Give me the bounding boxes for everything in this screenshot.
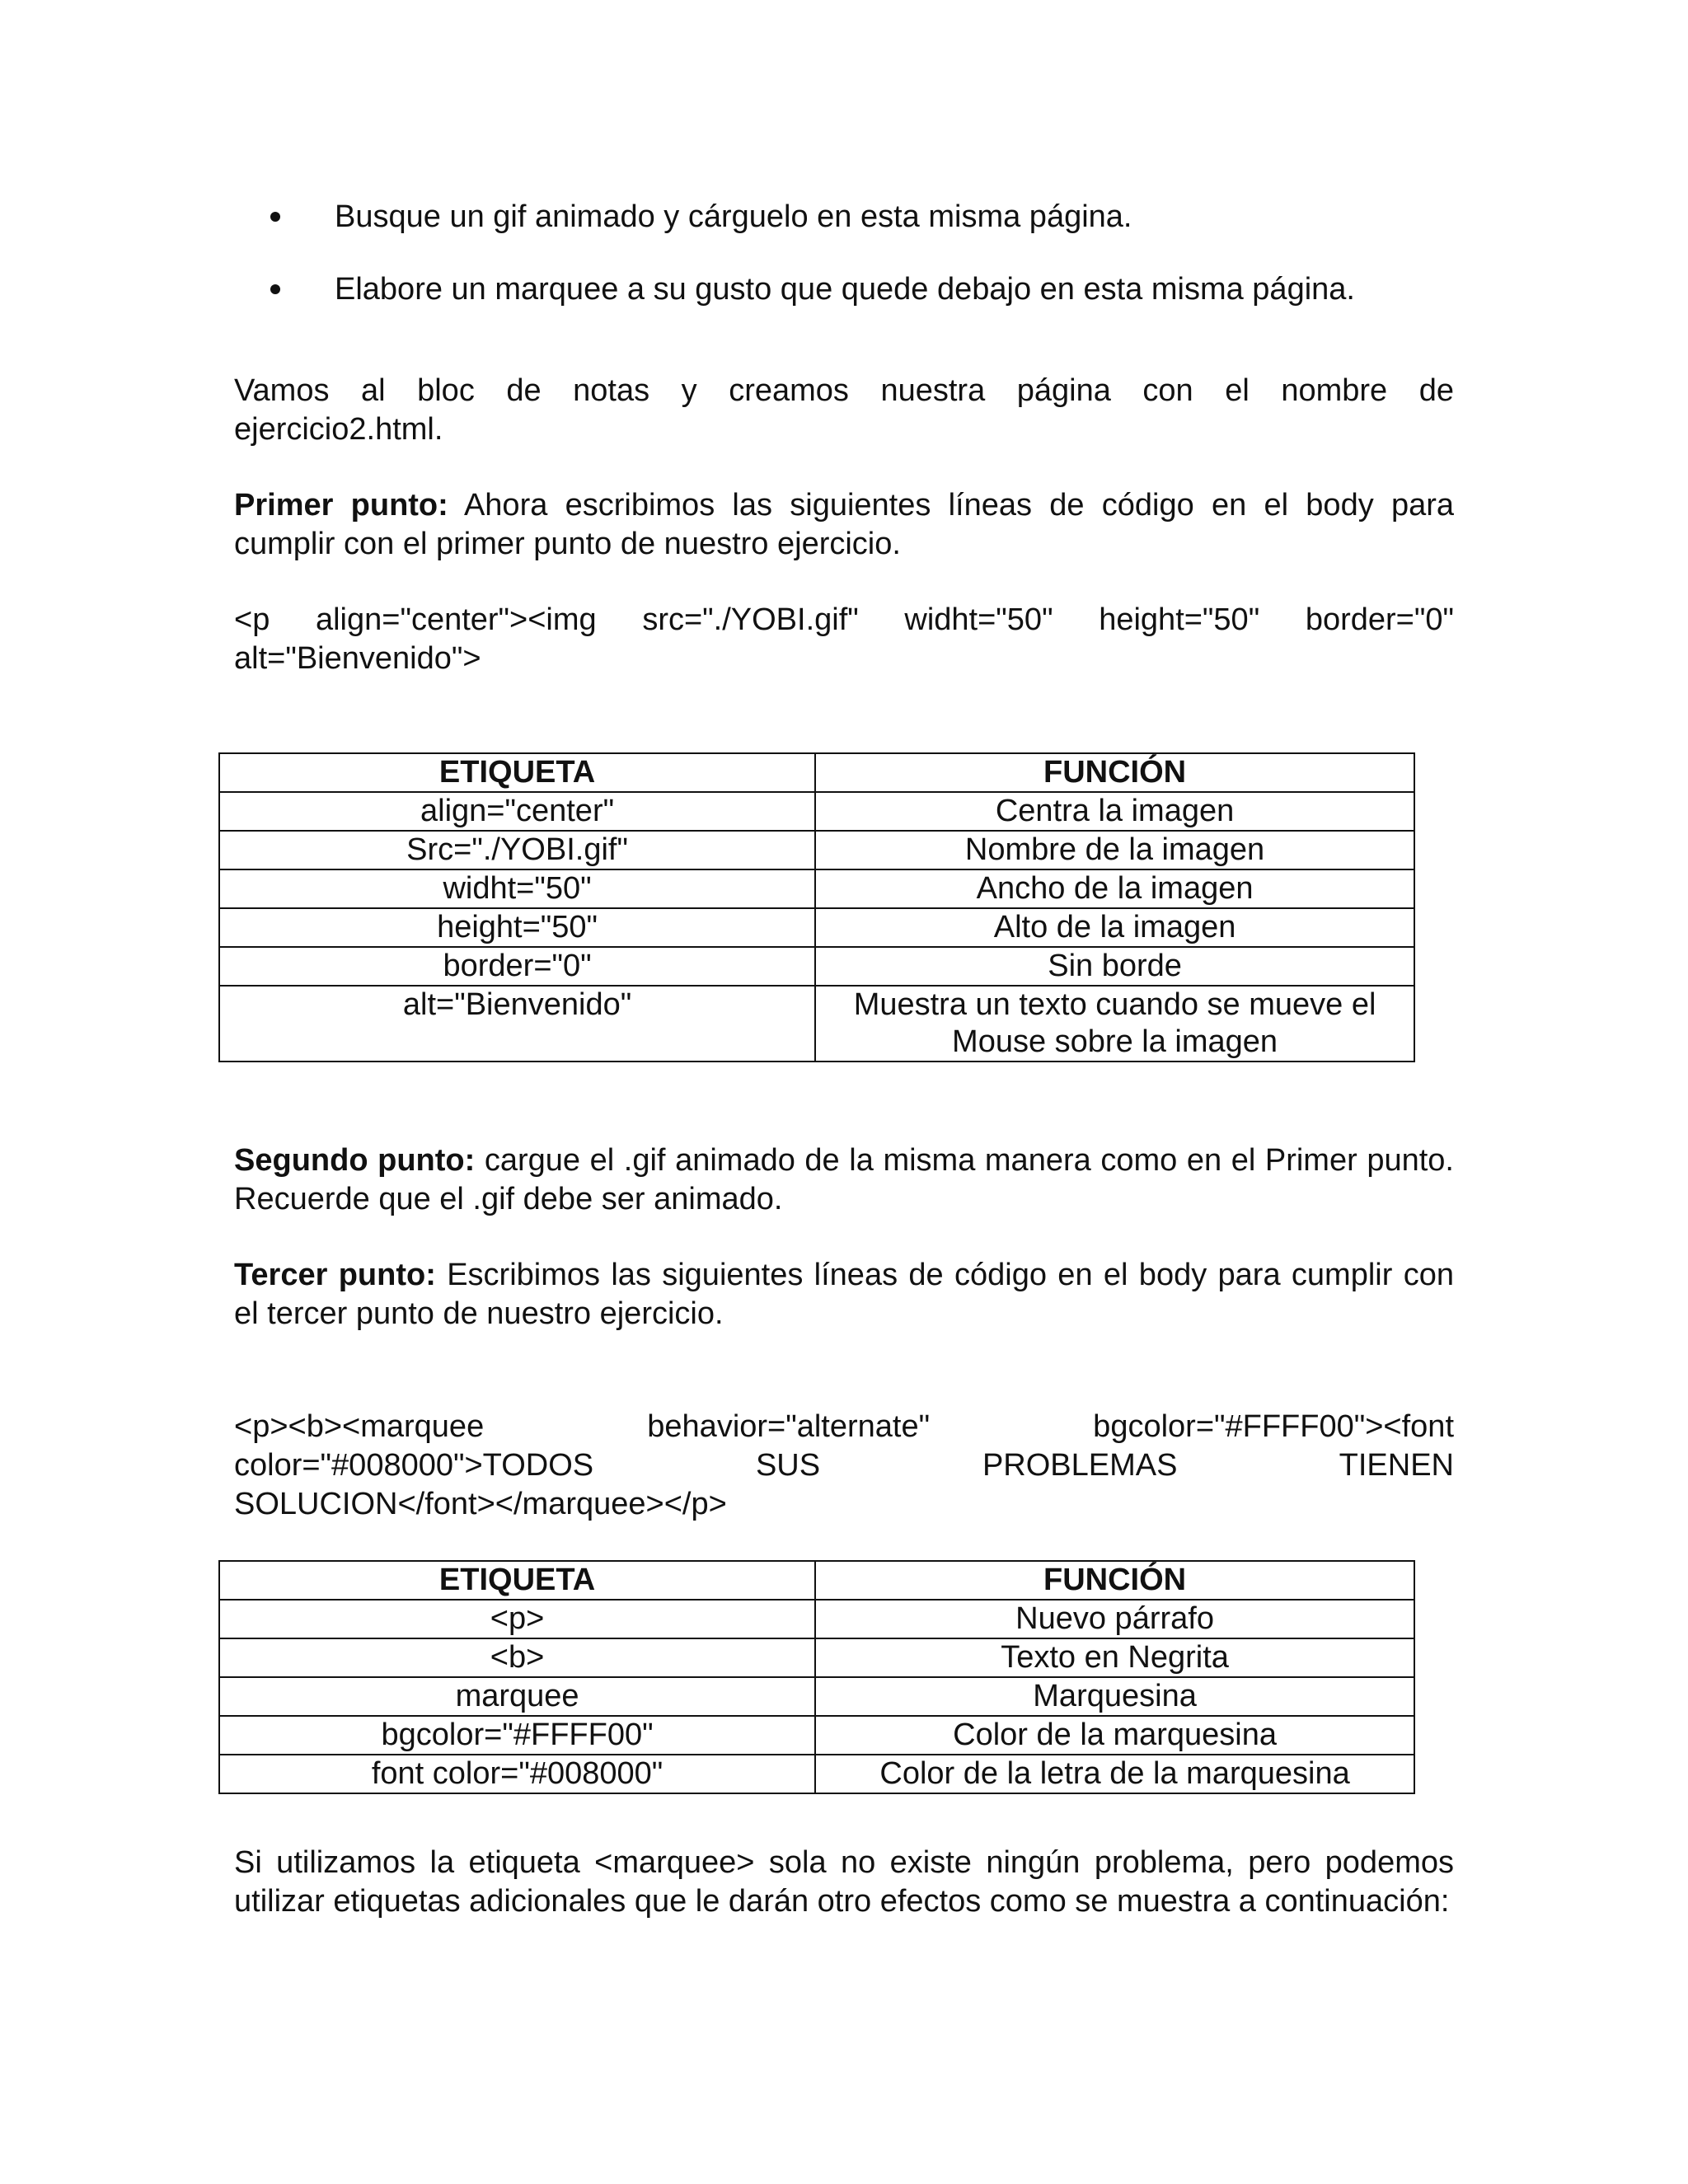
closing-paragraph: Si utilizamos la etiqueta <marquee> sola no existe ningún problema, pero podemos utilizar etiquetas adicionales que le darán otro efectos como se muestra a continuación: <box>234 1845 1454 1919</box>
table-cell: Color de la letra de la marquesina <box>815 1755 1414 1793</box>
table-cell: Texto en Negrita <box>815 1638 1414 1677</box>
table-cell: Sin borde <box>815 947 1414 986</box>
tercer-label: Tercer punto: <box>234 1258 436 1292</box>
segundo-label: Segundo punto: <box>234 1143 476 1178</box>
bullet-icon <box>270 279 288 298</box>
intro-paragraph <box>234 372 1454 449</box>
code-block-2 <box>234 1408 1454 1524</box>
code-line: alt="Bienvenido"> <box>234 641 481 676</box>
table-cell: height="50" <box>219 908 815 947</box>
column-header: ETIQUETA <box>219 753 815 792</box>
code-line: SOLUCION</font></marquee></p> <box>234 1487 727 1521</box>
code-line: <p align="center"><img src="./YOBI.gif" widht="50" height="50" border="0" <box>234 602 1454 637</box>
bullet-icon <box>270 207 288 225</box>
table-cell: Muestra un texto cuando se mueve el Mouse sobre la imagen <box>815 986 1414 1062</box>
table-cell: Centra la imagen <box>815 792 1414 831</box>
table-cell: font color="#008000" <box>219 1755 815 1793</box>
table-row <box>219 908 1414 947</box>
table-cell: border="0" <box>219 947 815 986</box>
primer-label: Primer punto: <box>234 488 448 523</box>
table-cell: bgcolor="#FFFF00" <box>219 1716 815 1755</box>
code-line: color="#008000">TODOS SUS PROBLEMAS TIENEN <box>234 1448 1454 1483</box>
table-cell: Src="./YOBI.gif" <box>219 831 815 869</box>
table-row <box>219 1716 1414 1755</box>
table-row <box>219 986 1414 1062</box>
table-header-row <box>219 753 1414 792</box>
table-cell: <b> <box>219 1638 815 1677</box>
table-header-row <box>219 1561 1414 1600</box>
table-cell: Ancho de la imagen <box>815 869 1414 908</box>
table-cell: alt="Bienvenido" <box>219 986 815 1062</box>
column-header: ETIQUETA <box>219 1561 815 1600</box>
column-header: FUNCIÓN <box>815 1561 1414 1600</box>
table-row <box>219 869 1414 908</box>
table-row <box>219 1755 1414 1793</box>
table-cell: marquee <box>219 1677 815 1716</box>
primer-paragraph <box>234 486 1454 564</box>
table-row <box>219 1600 1414 1638</box>
table-cell: Alto de la imagen <box>815 908 1414 947</box>
table-row <box>219 831 1414 869</box>
bullet-text: Busque un gif animado y cárguelo en esta misma página. <box>335 199 1132 234</box>
table-cell: <p> <box>219 1600 815 1638</box>
segundo-text: cargue el .gif animado de la misma manera como en el Primer punto. Recuerde que el .gif debe ser animado. <box>234 1143 1454 1216</box>
table-row <box>219 792 1414 831</box>
bullet-text: Elabore un marquee a su gusto que quede debajo en esta misma página. <box>335 272 1355 307</box>
table-cell: widht="50" <box>219 869 815 908</box>
table-image-attributes <box>218 752 1415 1062</box>
table-cell: align="center" <box>219 792 815 831</box>
table-cell: Marquesina <box>815 1677 1414 1716</box>
segundo-paragraph <box>234 1141 1454 1219</box>
tercer-text: Escribimos las siguientes líneas de código en el body para cumplir con el tercer punto de nuestro ejercicio. <box>234 1258 1454 1331</box>
table-row <box>219 1677 1414 1716</box>
table-cell: Nuevo párrafo <box>815 1600 1414 1638</box>
code-line: <p><b><marquee behavior="alternate" bgcolor="#FFFF00"><font <box>234 1409 1454 1444</box>
intro-line: ejercicio2.html. <box>234 412 443 447</box>
column-header: FUNCIÓN <box>815 753 1414 792</box>
table-row <box>219 1638 1414 1677</box>
tercer-paragraph <box>234 1256 1454 1333</box>
table-row <box>219 947 1414 986</box>
intro-line: Vamos al bloc de notas y creamos nuestra página con el nombre de <box>234 373 1454 408</box>
table-marquee-attributes <box>218 1560 1415 1794</box>
table-cell: Nombre de la imagen <box>815 831 1414 869</box>
table-cell: Color de la marquesina <box>815 1716 1414 1755</box>
primer-text: Ahora escribimos las siguientes líneas de código en el body para cumplir con el primer punto de nuestro ejercicio. <box>234 488 1454 561</box>
code-block-1 <box>234 601 1454 678</box>
